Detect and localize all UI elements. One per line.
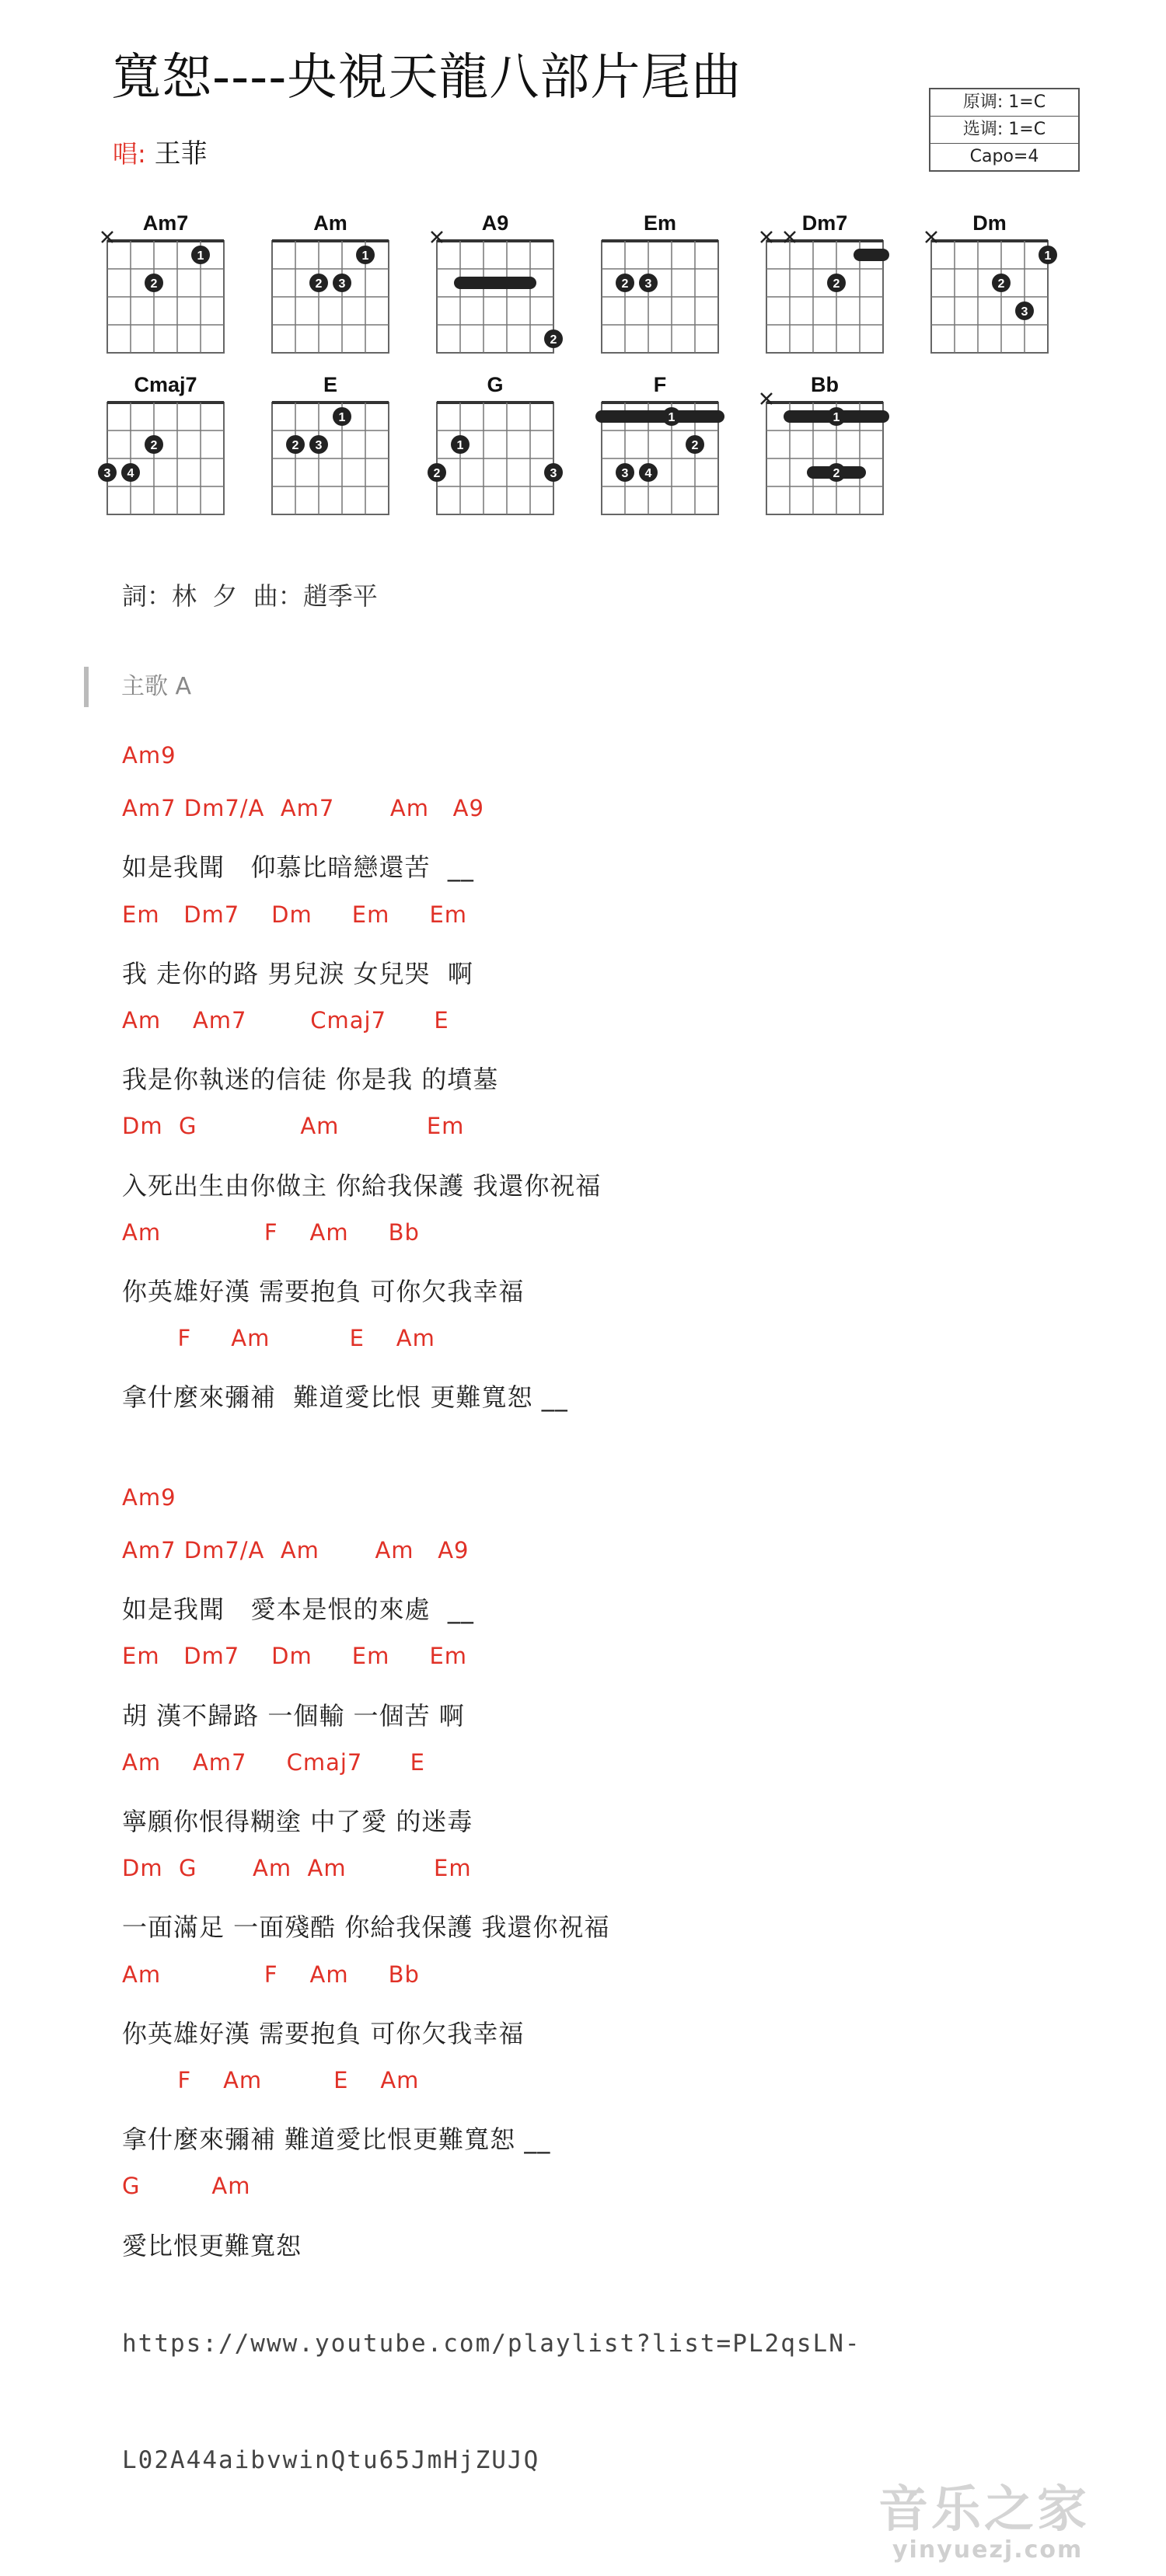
chord-line: Am Am7 Cmaj7 E [122, 1748, 426, 1776]
chord-diagram-am7 [102, 211, 224, 353]
chord-diagram-a9 [431, 211, 563, 353]
lyric-line: 愛比恨更難寬恕 [122, 2230, 302, 2261]
chord-diagram-e [272, 373, 389, 514]
svg-text:3: 3 [621, 467, 629, 480]
chord-name: F [653, 373, 667, 396]
original-key: 原调: 1=C [930, 89, 1078, 117]
section-label: 主歌 A [84, 667, 191, 707]
chord-line: Am7 Dm7/A Am Am A9 [122, 1537, 470, 1563]
watermark-cn: 音乐之家 [878, 2481, 1090, 2539]
svg-text:1: 1 [833, 411, 840, 424]
chord-line: Em Dm7 Dm Em Em [122, 901, 468, 928]
chord-diagram-f [602, 373, 718, 514]
chord-line: Am F Am Bb [122, 1961, 420, 1988]
singer-name: 王菲 [154, 138, 208, 169]
chord-line: Dm G Am Am Em [122, 1855, 472, 1882]
chord-name: G [487, 373, 504, 396]
chord-diagrams [0, 0, 1166, 528]
lyric-line: 寧願你恨得糊塗 中了愛 的迷毒 [122, 1807, 473, 1836]
chord-line: Am7 Dm7/A Am7 Am A9 [122, 795, 484, 822]
chord-name: Em [643, 211, 677, 235]
svg-text:2: 2 [833, 467, 840, 480]
lyric-line: 拿什麼來彌補 難道愛比恨 更難寬恕 __ [122, 1382, 568, 1413]
svg-text:1: 1 [456, 439, 464, 452]
lyric-line: 入死出生由你做主 你給我保護 我還你祝福 [122, 1170, 602, 1201]
lyric-line: 拿什麼來彌補 難道愛比恨更難寬恕 __ [122, 2125, 551, 2155]
link-text-line[interactable]: https://www.youtube.com/playlist?list=PL2qsLN- [122, 2330, 861, 2358]
svg-text:1: 1 [668, 411, 676, 424]
chord-diagram-g [428, 373, 563, 514]
svg-text:2: 2 [315, 277, 323, 291]
svg-text:2: 2 [997, 277, 1005, 291]
chord-line: Am F Am Bb [122, 1218, 420, 1246]
chord-line: Dm G Am Em [122, 1113, 465, 1140]
svg-text:2: 2 [621, 277, 629, 291]
chord-line: F Am E Am [122, 2067, 420, 2093]
svg-text:3: 3 [338, 277, 346, 291]
svg-text:2: 2 [150, 439, 158, 452]
lyric-line: 胡 漢不歸路 一個輸 一個苦 啊 [122, 1700, 465, 1731]
singer-label: 唱: [113, 139, 146, 169]
chord-diagram-cmaj7 [98, 373, 224, 514]
chord-diagram-dm7 [761, 211, 883, 353]
svg-text:2: 2 [292, 439, 299, 452]
link-text-line[interactable]: L02A44aibvwinQtu65JmHjZUJQ [122, 2446, 540, 2474]
svg-text:1: 1 [361, 249, 369, 263]
chord-line: Em Dm7 Dm Em Em [122, 1643, 468, 1670]
chord-name: E [323, 373, 338, 396]
svg-text:4: 4 [127, 467, 134, 480]
watermark-en: yinyuezj.com [892, 2536, 1084, 2564]
lyric-line: 你英雄好漢 需要抱負 可你欠我幸福 [122, 1277, 525, 1306]
watermark-logo [878, 2470, 1150, 2571]
lyric-line: 如是我聞 愛本是恨的來處 __ [122, 1595, 474, 1625]
chord-line: Am9 [122, 742, 176, 769]
svg-text:4: 4 [644, 467, 652, 480]
song-title: 寬恕----央視天龍八部片尾曲 [111, 49, 742, 106]
lyric-line: 如是我聞 仰慕比暗戀還苦 __ [122, 852, 474, 883]
svg-text:3: 3 [550, 467, 557, 480]
chord-diagram-dm [926, 211, 1057, 353]
chord-line: F Am E Am [122, 1325, 435, 1352]
lyric-line: 我是你執迷的信徒 你是我 的墳墓 [122, 1065, 499, 1095]
chord-diagram-em [602, 211, 718, 353]
chord-name: A9 [481, 211, 509, 235]
chord-name: Am [313, 211, 347, 235]
lyric-line: 一面滿足 一面殘酷 你給我保護 我還你祝福 [122, 1912, 610, 1943]
capo-info: Capo=4 [969, 147, 1039, 166]
svg-text:3: 3 [644, 277, 652, 291]
svg-text:3: 3 [315, 439, 323, 452]
svg-text:1: 1 [338, 411, 346, 424]
chord-name: Am7 [142, 211, 189, 235]
chord-line: Am Am7 Cmaj7 E [122, 1007, 449, 1034]
svg-text:1: 1 [1044, 249, 1052, 263]
lyric-line: 我 走你的路 男兒淚 女兒哭 啊 [122, 958, 473, 988]
svg-text:2: 2 [691, 439, 699, 452]
chord-line: Am9 [122, 1483, 176, 1511]
chord-diagram-am [272, 211, 389, 353]
chord-name: Bb [811, 373, 839, 396]
selected-key: 选调: 1=C [930, 117, 1078, 144]
chord-line: G Am [122, 2173, 251, 2200]
credit-line: 詞：林 夕 曲：趙季平 [122, 581, 378, 611]
lyric-line: 你英雄好漢 需要抱負 可你欠我幸福 [122, 2018, 525, 2048]
chord-name: Cmaj7 [134, 373, 197, 396]
svg-text:2: 2 [150, 277, 158, 291]
svg-text:3: 3 [1021, 305, 1028, 319]
chord-name: Dm [972, 211, 1007, 235]
svg-text:3: 3 [103, 467, 111, 480]
svg-text:2: 2 [550, 333, 557, 347]
svg-text:2: 2 [833, 277, 840, 291]
svg-text:2: 2 [433, 467, 441, 480]
chord-diagram-bb [761, 373, 883, 514]
chord-name: Dm7 [801, 211, 848, 235]
svg-text:1: 1 [197, 249, 204, 263]
